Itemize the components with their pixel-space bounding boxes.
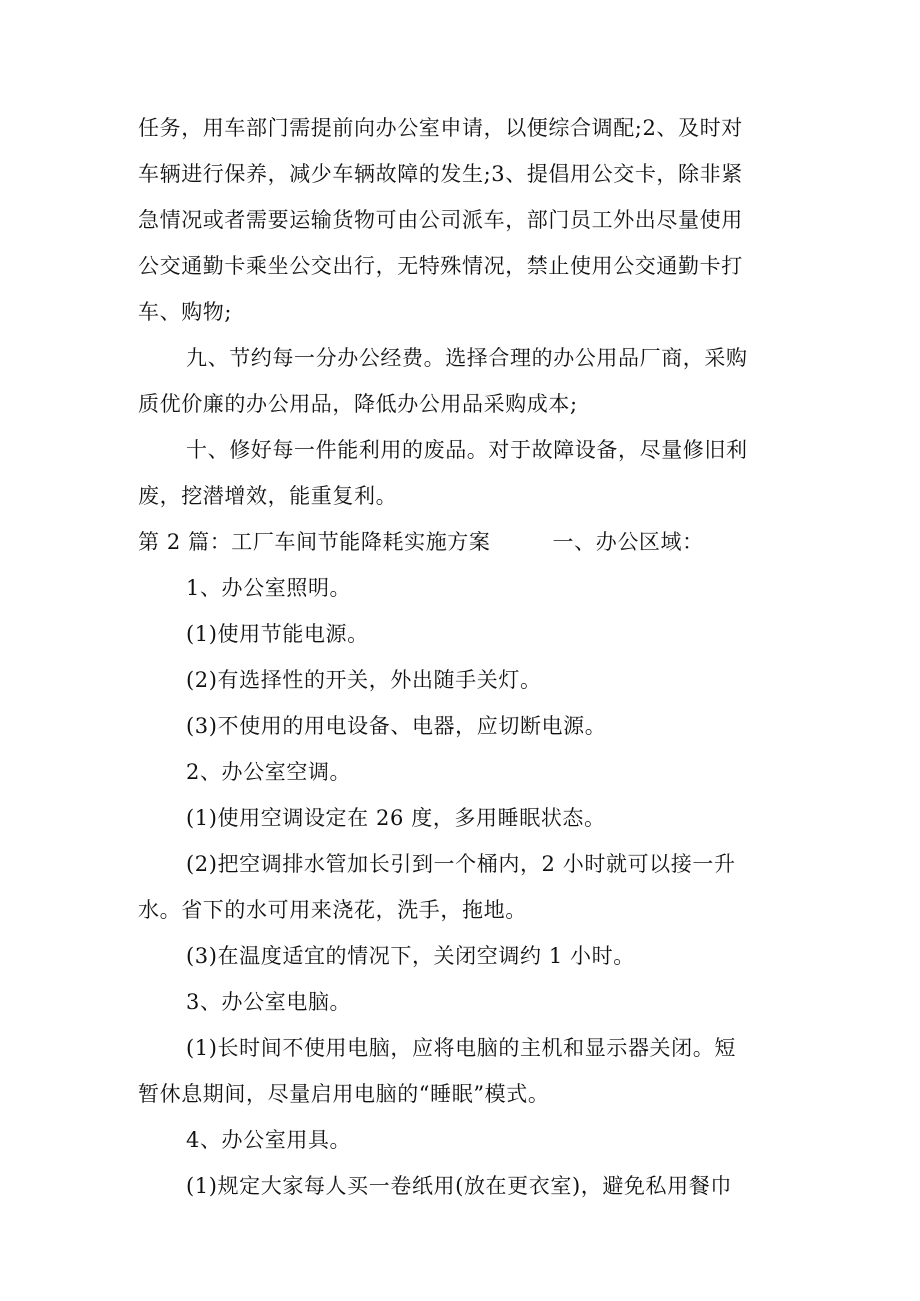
text-line: 急情况或者需要运输货物可由公司派车，部门员工外出尽量使用	[138, 208, 743, 232]
document-body	[138, 105, 788, 1209]
section-heading-line	[138, 519, 788, 565]
text-line: 1、办公室照明。	[186, 576, 352, 600]
text-line: 车辆进行保养，减少车辆故障的发生;3、提倡用公交卡，除非紧	[138, 162, 743, 186]
text-line: 暂休息期间，尽量启用电脑的“睡眠”模式。	[138, 1082, 550, 1106]
text-line: 2、办公室空调。	[186, 760, 352, 784]
text-line: (1)使用空调设定在 26 度，多用睡眠状态。	[186, 806, 606, 830]
text-line: (1)规定大家每人买一卷纸用(放在更衣室)，避免私用餐巾	[186, 1174, 732, 1198]
text-line: 水。省下的水可用来浇花，洗手，拖地。	[138, 898, 527, 922]
text-line: 质优价廉的办公用品，降低办公用品采购成本;	[138, 392, 578, 416]
section-title: 第 2 篇：工厂车间节能降耗实施方案	[138, 530, 491, 554]
text-line: (1)长时间不使用电脑，应将电脑的主机和显示器关闭。短	[186, 1036, 736, 1060]
text-line: (2)有选择性的开关，外出随手关灯。	[186, 668, 542, 692]
text-line: 任务，用车部门需提前向办公室申请，以便综合调配;2、及时对	[138, 116, 743, 140]
text-line: 十、修好每一件能利用的废品。对于故障设备，尽量修旧利	[186, 438, 748, 462]
text-line: (2)把空调排水管加长引到一个桶内，2 小时就可以接一升	[186, 852, 736, 876]
text-line: 公交通勤卡乘坐公交出行，无特殊情况，禁止使用公交通勤卡打	[138, 254, 743, 278]
text-line: (1)使用节能电源。	[186, 622, 369, 646]
text-line: 车、购物;	[138, 300, 233, 324]
text-line: (3)在温度适宜的情况下，关闭空调约 1 小时。	[186, 944, 635, 968]
text-line: 4、办公室用具。	[186, 1128, 352, 1152]
text-line: 废，挖潜增效，能重复利。	[138, 484, 398, 508]
text-line: 3、办公室电脑。	[186, 990, 352, 1014]
text-line: 九、节约每一分办公经费。选择合理的办公用品厂商，采购	[186, 346, 748, 370]
section-subtitle: 一、办公区域：	[552, 530, 704, 554]
text-line: (3)不使用的用电设备、电器，应切断电源。	[186, 714, 607, 738]
